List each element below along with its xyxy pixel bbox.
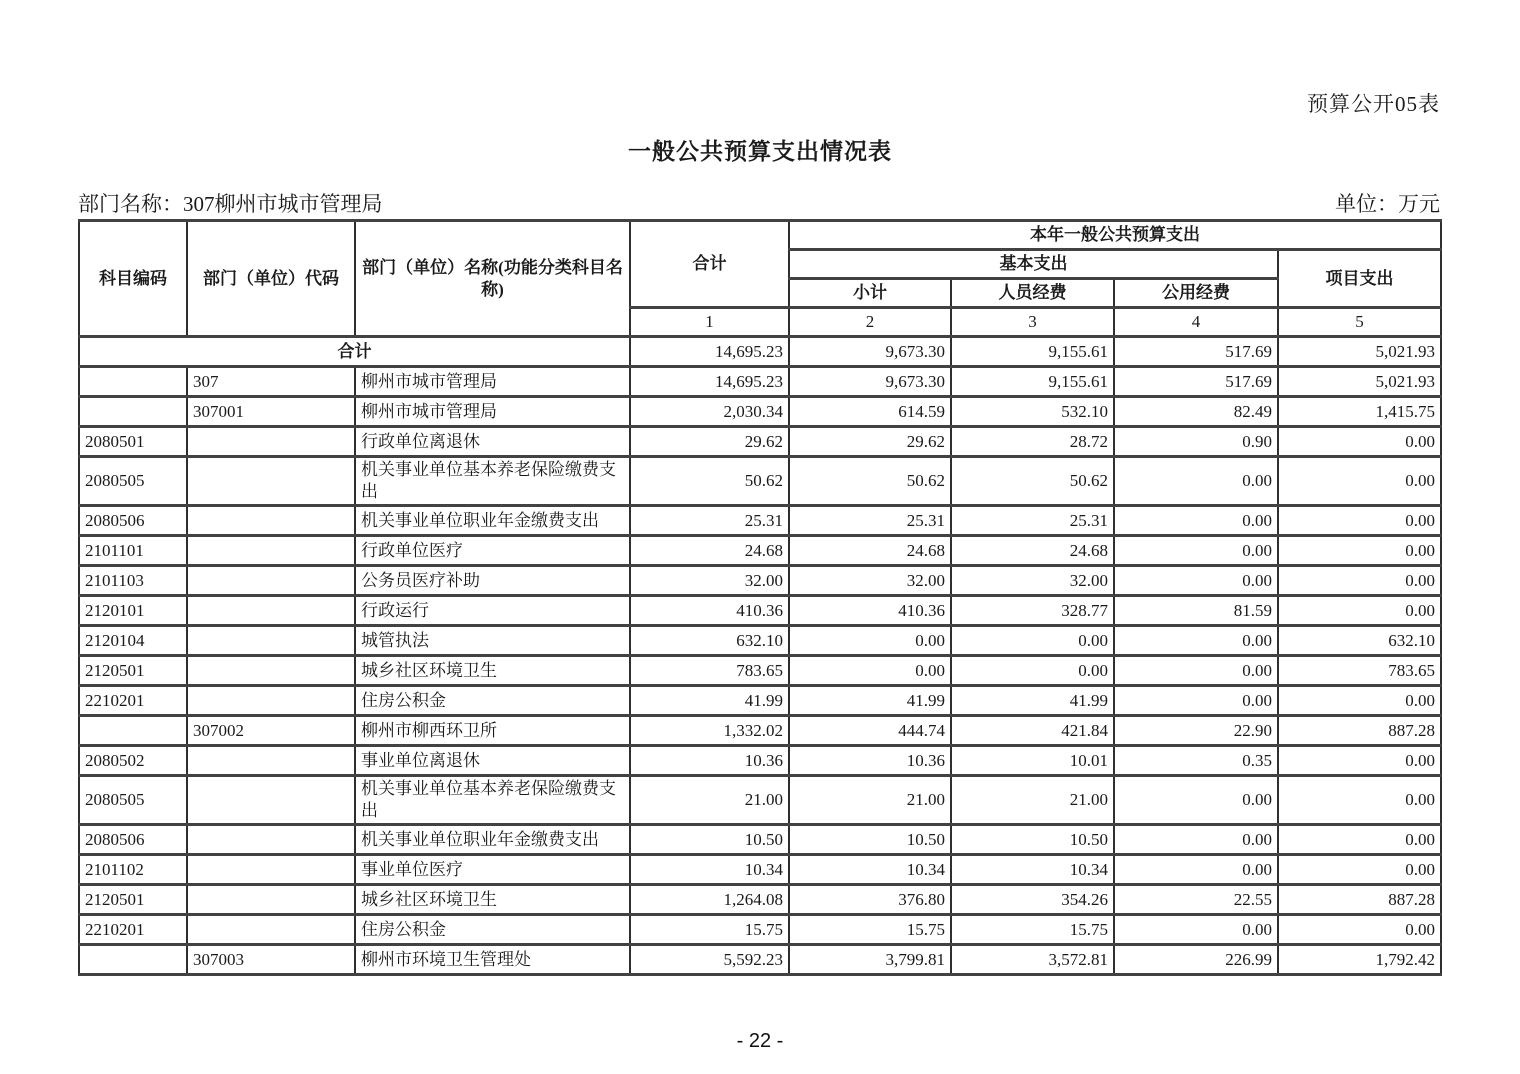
table-row — [79, 776, 1441, 825]
value-cell: 783.65 — [1278, 656, 1441, 686]
header-current-year-budget: 本年一般公共预算支出 — [789, 221, 1441, 250]
dept-name-cell: 城乡社区环境卫生 — [355, 885, 630, 915]
value-cell: 1,332.02 — [630, 716, 789, 746]
table-row — [79, 367, 1441, 397]
subject-code-cell: 2080505 — [79, 776, 187, 825]
dept-code-cell — [187, 626, 355, 656]
value-cell: 10.36 — [789, 746, 951, 776]
subject-code-cell — [79, 397, 187, 427]
dept-name-cell: 机关事业单位职业年金缴费支出 — [355, 825, 630, 855]
dept-name-cell: 城乡社区环境卫生 — [355, 656, 630, 686]
value-cell: 0.00 — [1114, 915, 1278, 945]
value-cell: 82.49 — [1114, 397, 1278, 427]
value-cell: 0.90 — [1114, 427, 1278, 457]
value-cell: 517.69 — [1114, 367, 1278, 397]
dept-name-cell: 住房公积金 — [355, 915, 630, 945]
table-row — [79, 566, 1441, 596]
dept-name-cell: 柳州市柳西环卫所 — [355, 716, 630, 746]
dept-code-cell — [187, 885, 355, 915]
subject-code-cell: 2210201 — [79, 686, 187, 716]
value-cell: 0.00 — [1278, 506, 1441, 536]
table-row — [79, 885, 1441, 915]
value-cell: 0.00 — [1114, 825, 1278, 855]
header-project-expenditure: 项目支出 — [1278, 250, 1441, 308]
dept-code-cell — [187, 506, 355, 536]
value-cell: 24.68 — [630, 536, 789, 566]
value-cell: 15.75 — [630, 915, 789, 945]
dept-name-cell: 事业单位医疗 — [355, 855, 630, 885]
value-cell: 24.68 — [951, 536, 1114, 566]
value-cell: 0.00 — [1278, 855, 1441, 885]
value-cell: 0.00 — [1114, 566, 1278, 596]
dept-name-cell: 机关事业单位基本养老保险缴费支出 — [355, 776, 630, 825]
table-row — [79, 457, 1441, 506]
value-cell: 517.69 — [1114, 337, 1278, 367]
dept-name-cell: 行政运行 — [355, 596, 630, 626]
value-cell: 9,155.61 — [951, 337, 1114, 367]
value-cell: 410.36 — [630, 596, 789, 626]
header-row-1 — [79, 221, 1441, 250]
value-cell: 25.31 — [630, 506, 789, 536]
value-cell: 0.00 — [1278, 746, 1441, 776]
table-row — [79, 855, 1441, 885]
subject-code-cell: 2101103 — [79, 566, 187, 596]
dept-code-cell: 307 — [187, 367, 355, 397]
value-cell: 41.99 — [789, 686, 951, 716]
dept-code-cell — [187, 686, 355, 716]
value-cell: 0.35 — [1114, 746, 1278, 776]
dept-name-cell: 柳州市环境卫生管理处 — [355, 945, 630, 975]
value-cell: 0.00 — [1114, 457, 1278, 506]
value-cell: 5,021.93 — [1278, 337, 1441, 367]
page-title: 一般公共预算支出情况表 — [628, 139, 892, 164]
value-cell: 10.50 — [951, 825, 1114, 855]
value-cell: 32.00 — [789, 566, 951, 596]
value-cell: 226.99 — [1114, 945, 1278, 975]
value-cell: 28.72 — [951, 427, 1114, 457]
dept-code-cell: 307001 — [187, 397, 355, 427]
value-cell: 5,021.93 — [1278, 367, 1441, 397]
subject-code-cell — [79, 367, 187, 397]
table-row — [79, 945, 1441, 975]
value-cell: 50.62 — [630, 457, 789, 506]
value-cell: 0.00 — [789, 626, 951, 656]
unit-label: 单位：万元 — [1335, 192, 1440, 216]
value-cell: 0.00 — [951, 626, 1114, 656]
value-cell: 0.00 — [789, 656, 951, 686]
subject-code-cell: 2101101 — [79, 536, 187, 566]
value-cell: 10.50 — [789, 825, 951, 855]
value-cell: 10.01 — [951, 746, 1114, 776]
dept-code-cell — [187, 855, 355, 885]
value-cell: 15.75 — [951, 915, 1114, 945]
value-cell: 9,155.61 — [951, 367, 1114, 397]
value-cell: 0.00 — [1114, 536, 1278, 566]
value-cell: 887.28 — [1278, 716, 1441, 746]
table-row — [79, 397, 1441, 427]
dept-name-cell: 柳州市城市管理局 — [355, 397, 630, 427]
value-cell: 376.80 — [789, 885, 951, 915]
column-number: 5 — [1278, 308, 1441, 337]
value-cell: 10.50 — [630, 825, 789, 855]
header-subject-code: 科目编码 — [79, 221, 187, 337]
header-basic-expenditure: 基本支出 — [789, 250, 1278, 279]
dept-name-cell: 行政单位医疗 — [355, 536, 630, 566]
total-row — [79, 337, 1441, 367]
value-cell: 25.31 — [951, 506, 1114, 536]
value-cell: 21.00 — [951, 776, 1114, 825]
dept-name-cell: 住房公积金 — [355, 686, 630, 716]
subject-code-cell: 2120104 — [79, 626, 187, 656]
table-row — [79, 506, 1441, 536]
dept-code-cell: 307002 — [187, 716, 355, 746]
value-cell: 0.00 — [1114, 506, 1278, 536]
subject-code-cell — [79, 716, 187, 746]
value-cell: 0.00 — [1114, 855, 1278, 885]
dept-name-cell: 柳州市城市管理局 — [355, 367, 630, 397]
value-cell: 0.00 — [1278, 596, 1441, 626]
subject-code-cell: 2210201 — [79, 915, 187, 945]
header-subtotal: 小计 — [789, 279, 951, 308]
value-cell: 0.00 — [1278, 427, 1441, 457]
value-cell: 0.00 — [1114, 686, 1278, 716]
value-cell: 0.00 — [1114, 656, 1278, 686]
table-row — [79, 825, 1441, 855]
value-cell: 10.34 — [789, 855, 951, 885]
value-cell: 10.34 — [630, 855, 789, 885]
value-cell: 0.00 — [1278, 776, 1441, 825]
value-cell: 328.77 — [951, 596, 1114, 626]
value-cell: 81.59 — [1114, 596, 1278, 626]
value-cell: 41.99 — [951, 686, 1114, 716]
dept-code-cell — [187, 656, 355, 686]
table-row — [79, 686, 1441, 716]
dept-code-cell — [187, 427, 355, 457]
table-body — [79, 337, 1441, 975]
subject-code-cell — [79, 945, 187, 975]
dept-code-cell — [187, 776, 355, 825]
dept-name-cell: 机关事业单位职业年金缴费支出 — [355, 506, 630, 536]
value-cell: 0.00 — [1278, 915, 1441, 945]
header-total: 合计 — [630, 221, 789, 308]
value-cell: 24.68 — [789, 536, 951, 566]
value-cell: 354.26 — [951, 885, 1114, 915]
dept-name-cell: 事业单位离退休 — [355, 746, 630, 776]
value-cell: 421.84 — [951, 716, 1114, 746]
value-cell: 10.34 — [951, 855, 1114, 885]
value-cell: 0.00 — [1114, 776, 1278, 825]
budget-table — [78, 219, 1442, 976]
dept-name-cell: 机关事业单位基本养老保险缴费支出 — [355, 457, 630, 506]
value-cell: 0.00 — [1278, 457, 1441, 506]
value-cell: 632.10 — [630, 626, 789, 656]
value-cell: 783.65 — [630, 656, 789, 686]
value-cell: 632.10 — [1278, 626, 1441, 656]
subject-code-cell: 2080506 — [79, 825, 187, 855]
column-number: 1 — [630, 308, 789, 337]
dept-code-cell — [187, 566, 355, 596]
dept-name-cell: 行政单位离退休 — [355, 427, 630, 457]
total-label-cell: 合计 — [79, 337, 630, 367]
value-cell: 25.31 — [789, 506, 951, 536]
value-cell: 3,572.81 — [951, 945, 1114, 975]
dept-name-cell: 公务员医疗补助 — [355, 566, 630, 596]
value-cell: 22.55 — [1114, 885, 1278, 915]
value-cell: 50.62 — [789, 457, 951, 506]
table-row — [79, 656, 1441, 686]
column-number: 3 — [951, 308, 1114, 337]
form-number-label: 预算公开05表 — [1307, 92, 1440, 116]
header-personnel-funds: 人员经费 — [951, 279, 1114, 308]
value-cell: 0.00 — [951, 656, 1114, 686]
value-cell: 41.99 — [630, 686, 789, 716]
value-cell: 29.62 — [789, 427, 951, 457]
subject-code-cell: 2080502 — [79, 746, 187, 776]
value-cell: 614.59 — [789, 397, 951, 427]
subject-code-cell: 2080501 — [79, 427, 187, 457]
header-dept-name: 部门（单位）名称(功能分类科目名称) — [355, 221, 630, 337]
value-cell: 9,673.30 — [789, 367, 951, 397]
subject-code-cell: 2080505 — [79, 457, 187, 506]
value-cell: 50.62 — [951, 457, 1114, 506]
value-cell: 21.00 — [630, 776, 789, 825]
dept-code-cell — [187, 915, 355, 945]
value-cell: 0.00 — [1278, 686, 1441, 716]
header-dept-code: 部门（单位）代码 — [187, 221, 355, 337]
table-row — [79, 716, 1441, 746]
column-number: 2 — [789, 308, 951, 337]
value-cell: 532.10 — [951, 397, 1114, 427]
value-cell: 0.00 — [1278, 536, 1441, 566]
value-cell: 0.00 — [1278, 825, 1441, 855]
value-cell: 3,799.81 — [789, 945, 951, 975]
table-row — [79, 746, 1441, 776]
subject-code-cell: 2120501 — [79, 656, 187, 686]
value-cell: 1,792.42 — [1278, 945, 1441, 975]
subject-code-cell: 2120101 — [79, 596, 187, 626]
value-cell: 0.00 — [1278, 566, 1441, 596]
value-cell: 14,695.23 — [630, 337, 789, 367]
value-cell: 15.75 — [789, 915, 951, 945]
value-cell: 887.28 — [1278, 885, 1441, 915]
dept-code-cell — [187, 746, 355, 776]
value-cell: 32.00 — [630, 566, 789, 596]
value-cell: 22.90 — [1114, 716, 1278, 746]
subject-code-cell: 2080506 — [79, 506, 187, 536]
value-cell: 10.36 — [630, 746, 789, 776]
dept-name-cell: 城管执法 — [355, 626, 630, 656]
value-cell: 0.00 — [1114, 626, 1278, 656]
table-row — [79, 626, 1441, 656]
value-cell: 14,695.23 — [630, 367, 789, 397]
value-cell: 1,264.08 — [630, 885, 789, 915]
meta-row — [78, 188, 1440, 218]
dept-code-cell — [187, 457, 355, 506]
subject-code-cell: 2101102 — [79, 855, 187, 885]
dept-code-cell — [187, 825, 355, 855]
dept-code-cell — [187, 536, 355, 566]
table-row — [79, 536, 1441, 566]
value-cell: 5,592.23 — [630, 945, 789, 975]
dept-code-cell — [187, 596, 355, 626]
value-cell: 444.74 — [789, 716, 951, 746]
table-row — [79, 427, 1441, 457]
value-cell: 21.00 — [789, 776, 951, 825]
value-cell: 9,673.30 — [789, 337, 951, 367]
value-cell: 2,030.34 — [630, 397, 789, 427]
value-cell: 29.62 — [630, 427, 789, 457]
dept-code-cell: 307003 — [187, 945, 355, 975]
value-cell: 32.00 — [951, 566, 1114, 596]
value-cell: 410.36 — [789, 596, 951, 626]
department-name-label: 部门名称：307柳州市城市管理局 — [78, 192, 383, 216]
subject-code-cell: 2120501 — [79, 885, 187, 915]
table-row — [79, 915, 1441, 945]
header-public-funds: 公用经费 — [1114, 279, 1278, 308]
page-number: - 22 - — [736, 1030, 784, 1052]
value-cell: 1,415.75 — [1278, 397, 1441, 427]
column-number: 4 — [1114, 308, 1278, 337]
table-row — [79, 596, 1441, 626]
